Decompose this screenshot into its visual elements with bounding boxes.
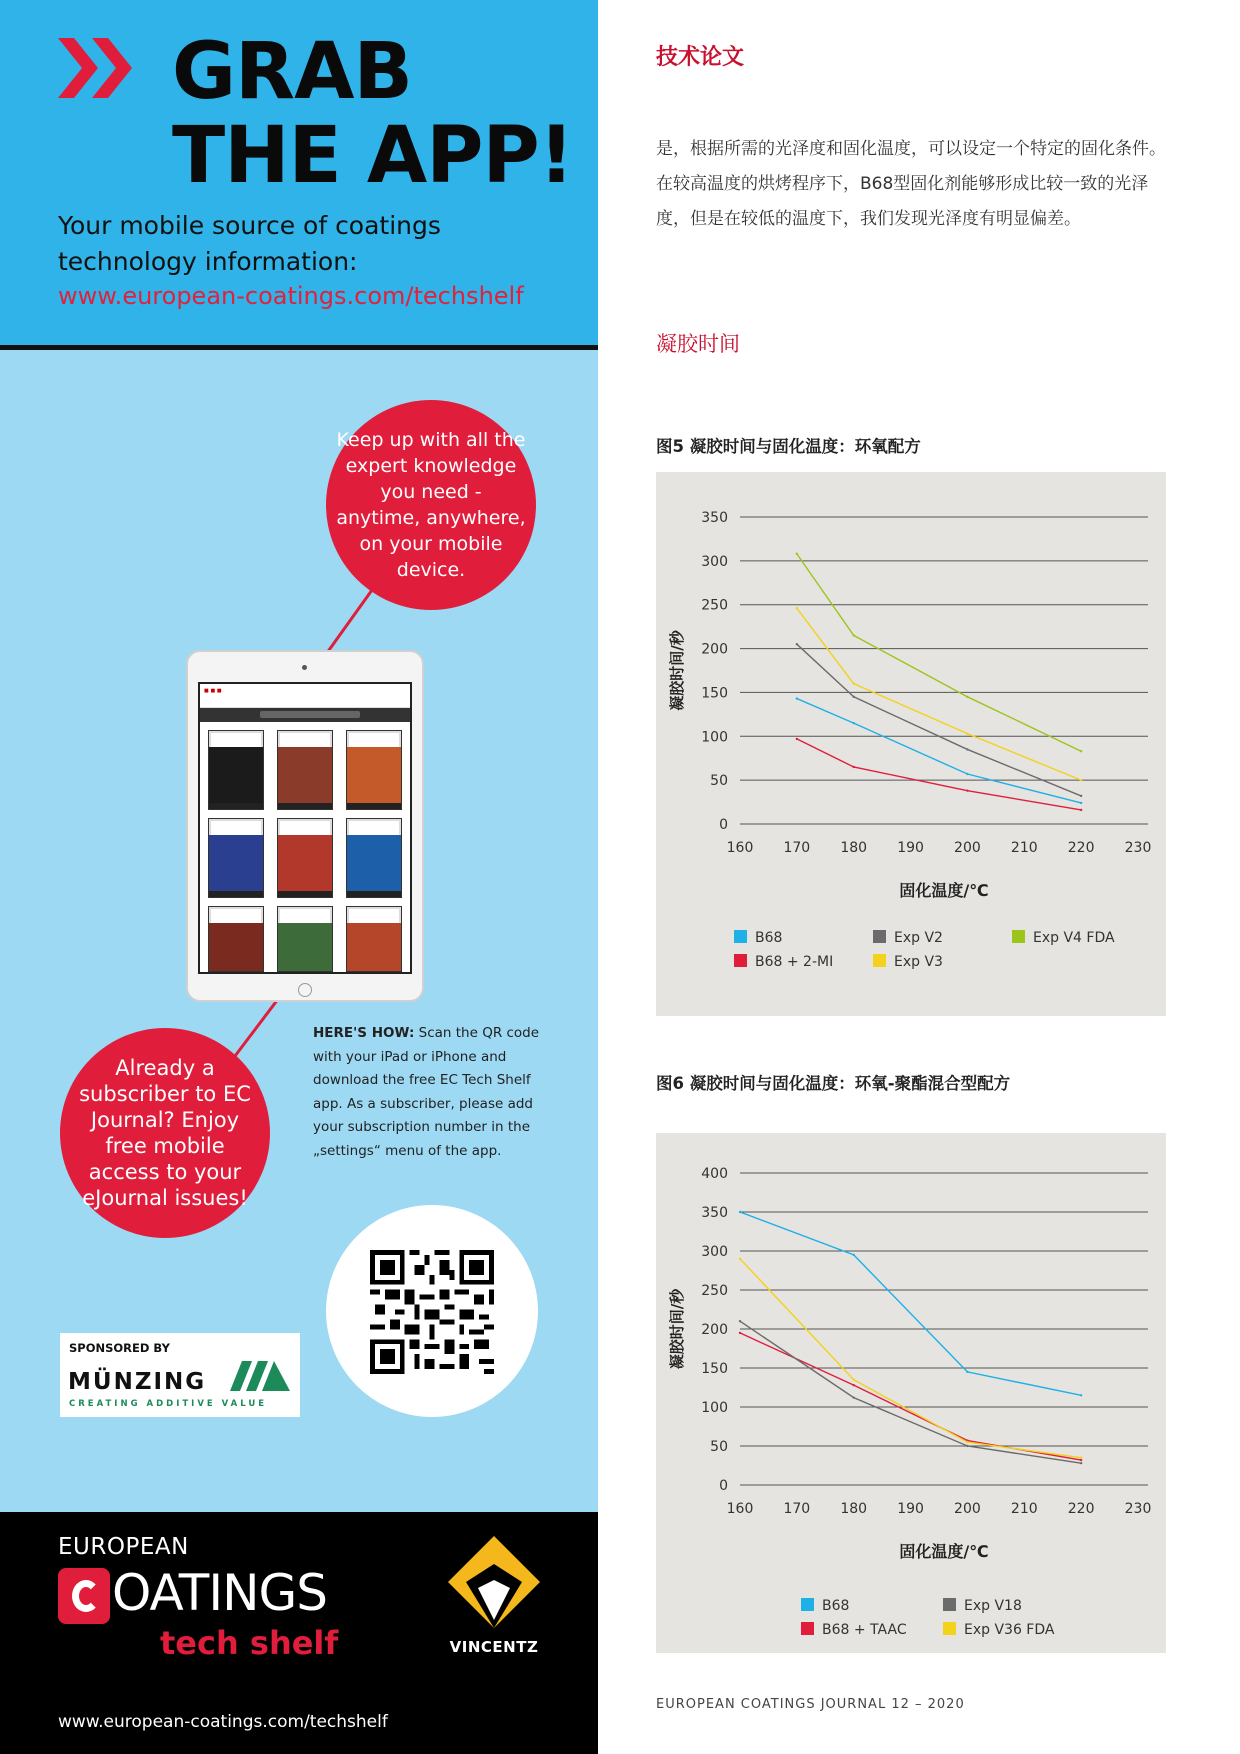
magazine-cover: [277, 906, 333, 972]
x-tick-label: 160: [726, 1501, 754, 1517]
series-line: [740, 1321, 1081, 1463]
x-axis-label: 固化温度/℃: [899, 881, 989, 900]
series-line: [797, 739, 1081, 810]
data-point: [739, 1211, 741, 1213]
legend-swatch: [873, 930, 886, 943]
legend-swatch: [801, 1598, 814, 1611]
data-point: [1080, 1462, 1082, 1464]
x-tick-label: 160: [726, 840, 754, 856]
x-tick-label: 230: [1124, 1501, 1152, 1517]
legend-label: Exp V3: [894, 954, 943, 970]
y-tick-label: 100: [701, 729, 728, 746]
callout-keep-up-text: Keep up with all the expert knowledge you need - anytime, anywhere, on your mobile device.: [336, 429, 526, 581]
series-line: [740, 1333, 1081, 1460]
legend-label: Exp V18: [964, 1598, 1022, 1614]
qr-code-panel: [326, 1205, 538, 1417]
legend-swatch: [943, 1598, 956, 1611]
x-tick-label: 190: [897, 1501, 924, 1517]
x-tick-label: 210: [1010, 840, 1038, 856]
y-tick-label: 50: [710, 1439, 728, 1455]
legend-swatch: [1012, 930, 1025, 943]
data-point: [739, 1320, 741, 1322]
data-point: [853, 1379, 855, 1381]
data-point: [966, 1445, 968, 1447]
y-tick-label: 250: [701, 597, 728, 614]
callout-bubble-keep-up: [326, 400, 536, 610]
data-point: [1080, 750, 1082, 752]
ad-headline-line1: GRAB: [172, 27, 412, 117]
legend-swatch: [873, 954, 886, 967]
brand-coatings-label: OATINGS: [112, 1564, 327, 1622]
article-column: [598, 0, 1240, 1754]
data-point: [966, 748, 968, 750]
y-axis-label: 凝胶时间/秒: [668, 630, 686, 711]
data-point: [1080, 802, 1082, 804]
figure-5-chart: [656, 472, 1166, 1016]
data-point: [966, 696, 968, 698]
x-tick-label: 170: [783, 840, 811, 856]
data-point: [739, 1332, 741, 1334]
y-tick-label: 0: [719, 1478, 728, 1494]
data-point: [1080, 1394, 1082, 1396]
series-line: [797, 644, 1081, 796]
magazine-cover: [277, 818, 333, 898]
magazine-cover: [277, 730, 333, 810]
y-tick-label: 300: [701, 1244, 728, 1260]
app-advertisement: [0, 0, 598, 1754]
x-tick-label: 220: [1067, 840, 1095, 856]
series-line: [797, 699, 1081, 803]
publisher-name: VINCENTZ: [449, 1638, 539, 1656]
howto-text: Scan the QR code with your iPad or iPhone and download the free EC Tech Shelf app. As a subscriber, please add your subscription number in the „settings“ menu of the app.: [313, 1025, 540, 1159]
data-point: [739, 1258, 741, 1260]
data-point: [853, 634, 855, 636]
y-tick-label: 300: [701, 553, 728, 570]
series-line: [740, 1259, 1081, 1458]
magazine-cover: [208, 730, 264, 810]
app-topbar: [200, 684, 410, 708]
data-point: [853, 722, 855, 724]
article-body-paragraph: 是，根据所需的光泽度和固化温度，可以设定一个特定的固化条件。在较高温度的烘烤程序下，B68型固化剂能够形成比较一致的光泽度，但是在较低的温度下，我们发现光泽度有明显偏差。: [656, 139, 1166, 229]
y-tick-label: 200: [701, 1322, 728, 1338]
figure-6-chart-svg: [656, 1133, 1166, 1653]
y-tick-label: 400: [701, 1166, 728, 1182]
data-point: [1080, 779, 1082, 781]
data-point: [853, 1384, 855, 1386]
howto-instructions: [313, 1022, 543, 1163]
data-point: [853, 766, 855, 768]
coatings-c-logo-icon: [58, 1568, 110, 1624]
x-tick-label: 180: [840, 840, 868, 856]
data-point: [966, 1371, 968, 1373]
legend-label: Exp V4 FDA: [1033, 930, 1115, 946]
vincentz-logo-icon: [448, 1536, 540, 1636]
section-label: 技术论文: [656, 45, 745, 70]
x-tick-label: 210: [1010, 1501, 1038, 1517]
data-point: [966, 1441, 968, 1443]
data-point: [966, 732, 968, 734]
ad-subtitle-line2: technology information:: [58, 247, 358, 276]
series-line: [797, 608, 1081, 780]
figure-5-chart-svg: [656, 472, 1166, 1016]
y-tick-label: 200: [701, 641, 728, 658]
brand-european-label: EUROPEAN: [58, 1534, 189, 1560]
legend-swatch: [734, 930, 747, 943]
howto-heading: HERE'S HOW:: [313, 1025, 415, 1041]
x-tick-label: 190: [897, 840, 924, 856]
data-point: [796, 607, 798, 609]
sponsor-logo-text: MÜNZING: [68, 1369, 207, 1395]
y-tick-label: 150: [701, 1361, 728, 1377]
data-point: [796, 553, 798, 555]
sponsor-tagline: CREATING ADDITIVE VALUE: [69, 1399, 268, 1409]
legend-label: B68: [755, 930, 783, 946]
data-point: [853, 1254, 855, 1256]
tablet-screen: [198, 682, 412, 974]
app-search-bar: [200, 708, 410, 722]
y-tick-label: 250: [701, 1283, 728, 1299]
callout-bubble-subscriber: [60, 1028, 270, 1238]
sponsor-box: [60, 1333, 300, 1417]
magazine-cover: [208, 906, 264, 972]
x-tick-label: 220: [1067, 1501, 1095, 1517]
y-tick-label: 350: [701, 510, 728, 526]
y-tick-label: 0: [719, 817, 728, 833]
y-tick-label: 100: [701, 1400, 728, 1416]
data-point: [853, 1396, 855, 1398]
y-tick-label: 50: [710, 773, 728, 790]
figure-6-caption: 图6 凝胶时间与固化温度：环氧-聚酯混合型配方: [656, 1074, 1011, 1093]
legend-label: Exp V2: [894, 930, 943, 946]
sponsor-label: SPONSORED BY: [69, 1341, 170, 1355]
legend-swatch: [734, 954, 747, 967]
magazine-cover: [346, 906, 402, 972]
munzing-logo-icon: [230, 1361, 290, 1391]
ad-url-link[interactable]: www.european-coatings.com/techshelf: [58, 282, 524, 310]
data-point: [796, 643, 798, 645]
x-tick-label: 200: [954, 1501, 981, 1517]
x-tick-label: 170: [783, 1501, 811, 1517]
magazine-cover: [208, 818, 264, 898]
y-axis-label: 凝胶时间/秒: [668, 1288, 686, 1370]
legend-label: Exp V36 FDA: [964, 1622, 1055, 1638]
figure-6-chart: [656, 1133, 1166, 1653]
data-point: [1080, 795, 1082, 797]
data-point: [1080, 809, 1082, 811]
data-point: [796, 697, 798, 699]
article-subheading: 凝胶时间: [656, 332, 740, 356]
callout-subscriber-text: Already a subscriber to EC Journal? Enjoy free mobile access to your eJournal issues!: [79, 1056, 251, 1210]
bottom-url-link[interactable]: www.european-coatings.com/techshelf: [58, 1712, 388, 1732]
ad-subtitle-line1: Your mobile source of coatings: [58, 211, 441, 240]
magazine-cover: [346, 818, 402, 898]
figure-5-caption: 图5 凝胶时间与固化温度：环氧配方: [656, 437, 921, 456]
magazine-cover: [346, 730, 402, 810]
legend-label: B68 + 2-MI: [755, 954, 834, 970]
x-tick-label: 230: [1124, 840, 1152, 856]
data-point: [966, 773, 968, 775]
data-point: [1080, 1459, 1082, 1461]
x-axis-label: 固化温度/℃: [899, 1542, 989, 1561]
x-tick-label: 200: [954, 840, 981, 856]
app-search-field: [260, 711, 360, 718]
ad-headline-line2: THE APP!: [172, 111, 574, 201]
legend-swatch: [801, 1622, 814, 1635]
legend-label: B68 + TAAC: [822, 1622, 907, 1638]
data-point: [1080, 1457, 1082, 1459]
brand-footer-panel: [0, 1512, 598, 1754]
tablet-camera: [302, 665, 307, 670]
app-logo-icon: ■ ■ ■: [204, 688, 222, 694]
data-point: [853, 696, 855, 698]
x-tick-label: 180: [840, 1501, 868, 1517]
qr-code-icon[interactable]: [370, 1250, 494, 1374]
tablet-illustration: [186, 650, 424, 1002]
y-tick-label: 350: [701, 1205, 728, 1221]
tablet-home-button: [298, 983, 312, 997]
data-point: [796, 738, 798, 740]
brand-techshelf-label: tech shelf: [160, 1624, 339, 1662]
data-point: [966, 789, 968, 791]
legend-swatch: [943, 1622, 956, 1635]
data-point: [853, 682, 855, 684]
legend-label: B68: [822, 1598, 850, 1614]
y-tick-label: 150: [701, 685, 728, 702]
journal-footer: EUROPEAN COATINGS JOURNAL 12 – 2020: [656, 1697, 965, 1712]
